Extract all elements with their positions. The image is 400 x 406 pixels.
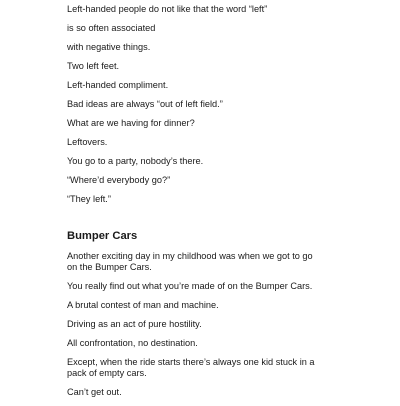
text-line: “Where’d everybody go?” <box>67 175 171 185</box>
section-heading: Bumper Cars <box>67 230 138 242</box>
text-line: All confrontation, no destination. <box>67 338 198 348</box>
text-line: Left-handed people do not like that the word “left” <box>67 4 268 14</box>
paragraph <box>67 387 315 398</box>
paragraph <box>67 319 315 330</box>
text-line: You go to a party, nobody’s there. <box>67 156 204 166</box>
text-line: What are we having for dinner? <box>67 118 195 128</box>
paragraph <box>67 251 315 273</box>
paragraph <box>67 338 315 349</box>
text-line: Except, when the ride starts there’s always one kid stuck in a <box>67 357 315 367</box>
paragraph <box>67 300 315 311</box>
text-line: with negative things. <box>67 42 151 52</box>
text-line: You really find out what you’re made of on the Bumper Cars. <box>67 281 313 291</box>
text-line: Leftovers. <box>67 137 108 147</box>
text-line: Left-handed compliment. <box>67 80 169 90</box>
text-line: Two left feet. <box>67 61 120 71</box>
text-line: Can’t get out. <box>67 387 122 397</box>
text-line: is so often associated <box>67 23 156 33</box>
paragraph <box>67 357 315 379</box>
text-line: on the Bumper Cars. <box>67 262 152 272</box>
text-line: pack of empty cars. <box>67 368 147 378</box>
text-line: “They left.” <box>67 194 111 204</box>
paragraph <box>67 281 315 292</box>
bumper-cars-section <box>67 251 315 406</box>
text-line: A brutal contest of man and machine. <box>67 300 219 310</box>
text-line: Bad ideas are always “out of left field.” <box>67 99 223 109</box>
text-line: Another exciting day in my childhood was when we got to go <box>67 251 313 261</box>
left-handed-section <box>67 4 267 213</box>
text-line: Driving as an act of pure hostility. <box>67 319 202 329</box>
